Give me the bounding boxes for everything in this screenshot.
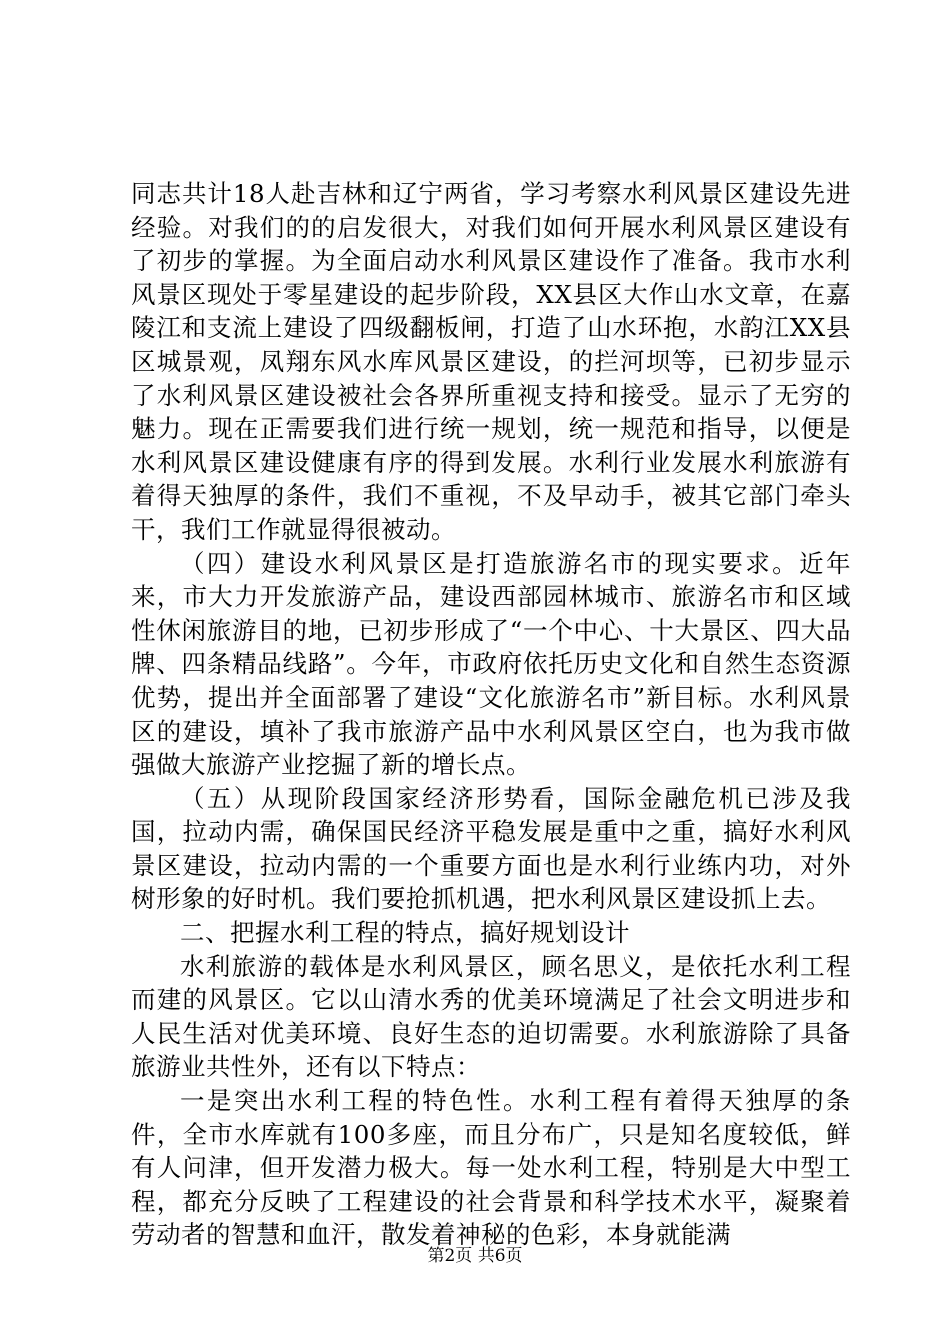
page-number-label: 第2页 共6页 bbox=[427, 1246, 523, 1266]
paragraph: （五）从现阶段国家经济形势看，国际金融危机已涉及我国，拉动内需，确保国民经济平稳发展是重中之重，搞好水利风景区建设，拉动内需的一个重要方面也是水利行业练内功，对外树形象的好时机。我们要抢抓机遇，把水利风景区建设抓上去。 bbox=[131, 783, 851, 914]
paragraph: 一是突出水利工程的特色性。水利工程有着得天独厚的条件，全市水库就有100多座，而且分布广，只是知名度较低，鲜有人问津，但开发潜力极大。每一处水利工程，特别是大中型工程，都充分反映了工程建设的社会背景和科学技术水平，凝聚着劳动者的智慧和血汗，散发着神秘的色彩，本身就能满 bbox=[131, 1086, 851, 1250]
paragraph: 同志共计18人赴吉林和辽宁两省，学习考察水利风景区建设先进经验。对我们的的启发很大，对我们如何开展水利风景区建设有了初步的掌握。为全面启动水利风景区建设作了准备。我市水利风景区现处于零星建设的起步阶段，XX县区大作山水文章，在嘉陵江和支流上建设了四级翻板闸，打造了山水环抱，水韵江XX县区城景观，凤翔东风水库风景区建设，的拦河坝等，已初步显示了水利风景区建设被社会各界所重视支持和接受。显示了无穷的魅力。现在正需要我们进行统一规划，统一规范和指导，以便是水利风景区建设健康有序的得到发展。水利行业发展水利旅游有着得天独厚的条件，我们不重视，不及早动手，被其它部门牵头干，我们工作就显得很被动。 bbox=[131, 179, 851, 544]
paragraph: 水利旅游的载体是水利风景区，顾名思义，是依托水利工程而建的风景区。它以山清水秀的优美环境满足了社会文明进步和人民生活对优美环境、良好生态的迫切需要。水利旅游除了具备旅游业共性外，还有以下特点： bbox=[131, 951, 851, 1082]
section-heading: 二、把握水利工程的特点，搞好规划设计 bbox=[180, 918, 630, 948]
paragraph: （四）建设水利风景区是打造旅游名市的现实要求。近年来，市大力开发旅游产品，建设西部园林城市、旅游名市和区域性休闲旅游目的地，已初步形成了“一个中心、十大景区、四大品牌、四条精品线路”。今年，市政府依托历史文化和自然生态资源优势，提出并全面部署了建设“文化旅游名市”新目标。水利风景区的建设，填补了我市旅游产品中水利风景区空白，也为我市做强做大旅游产业挖掘了新的增长点。 bbox=[131, 548, 851, 780]
document-body bbox=[131, 177, 851, 1252]
page-footer bbox=[0, 1244, 950, 1268]
